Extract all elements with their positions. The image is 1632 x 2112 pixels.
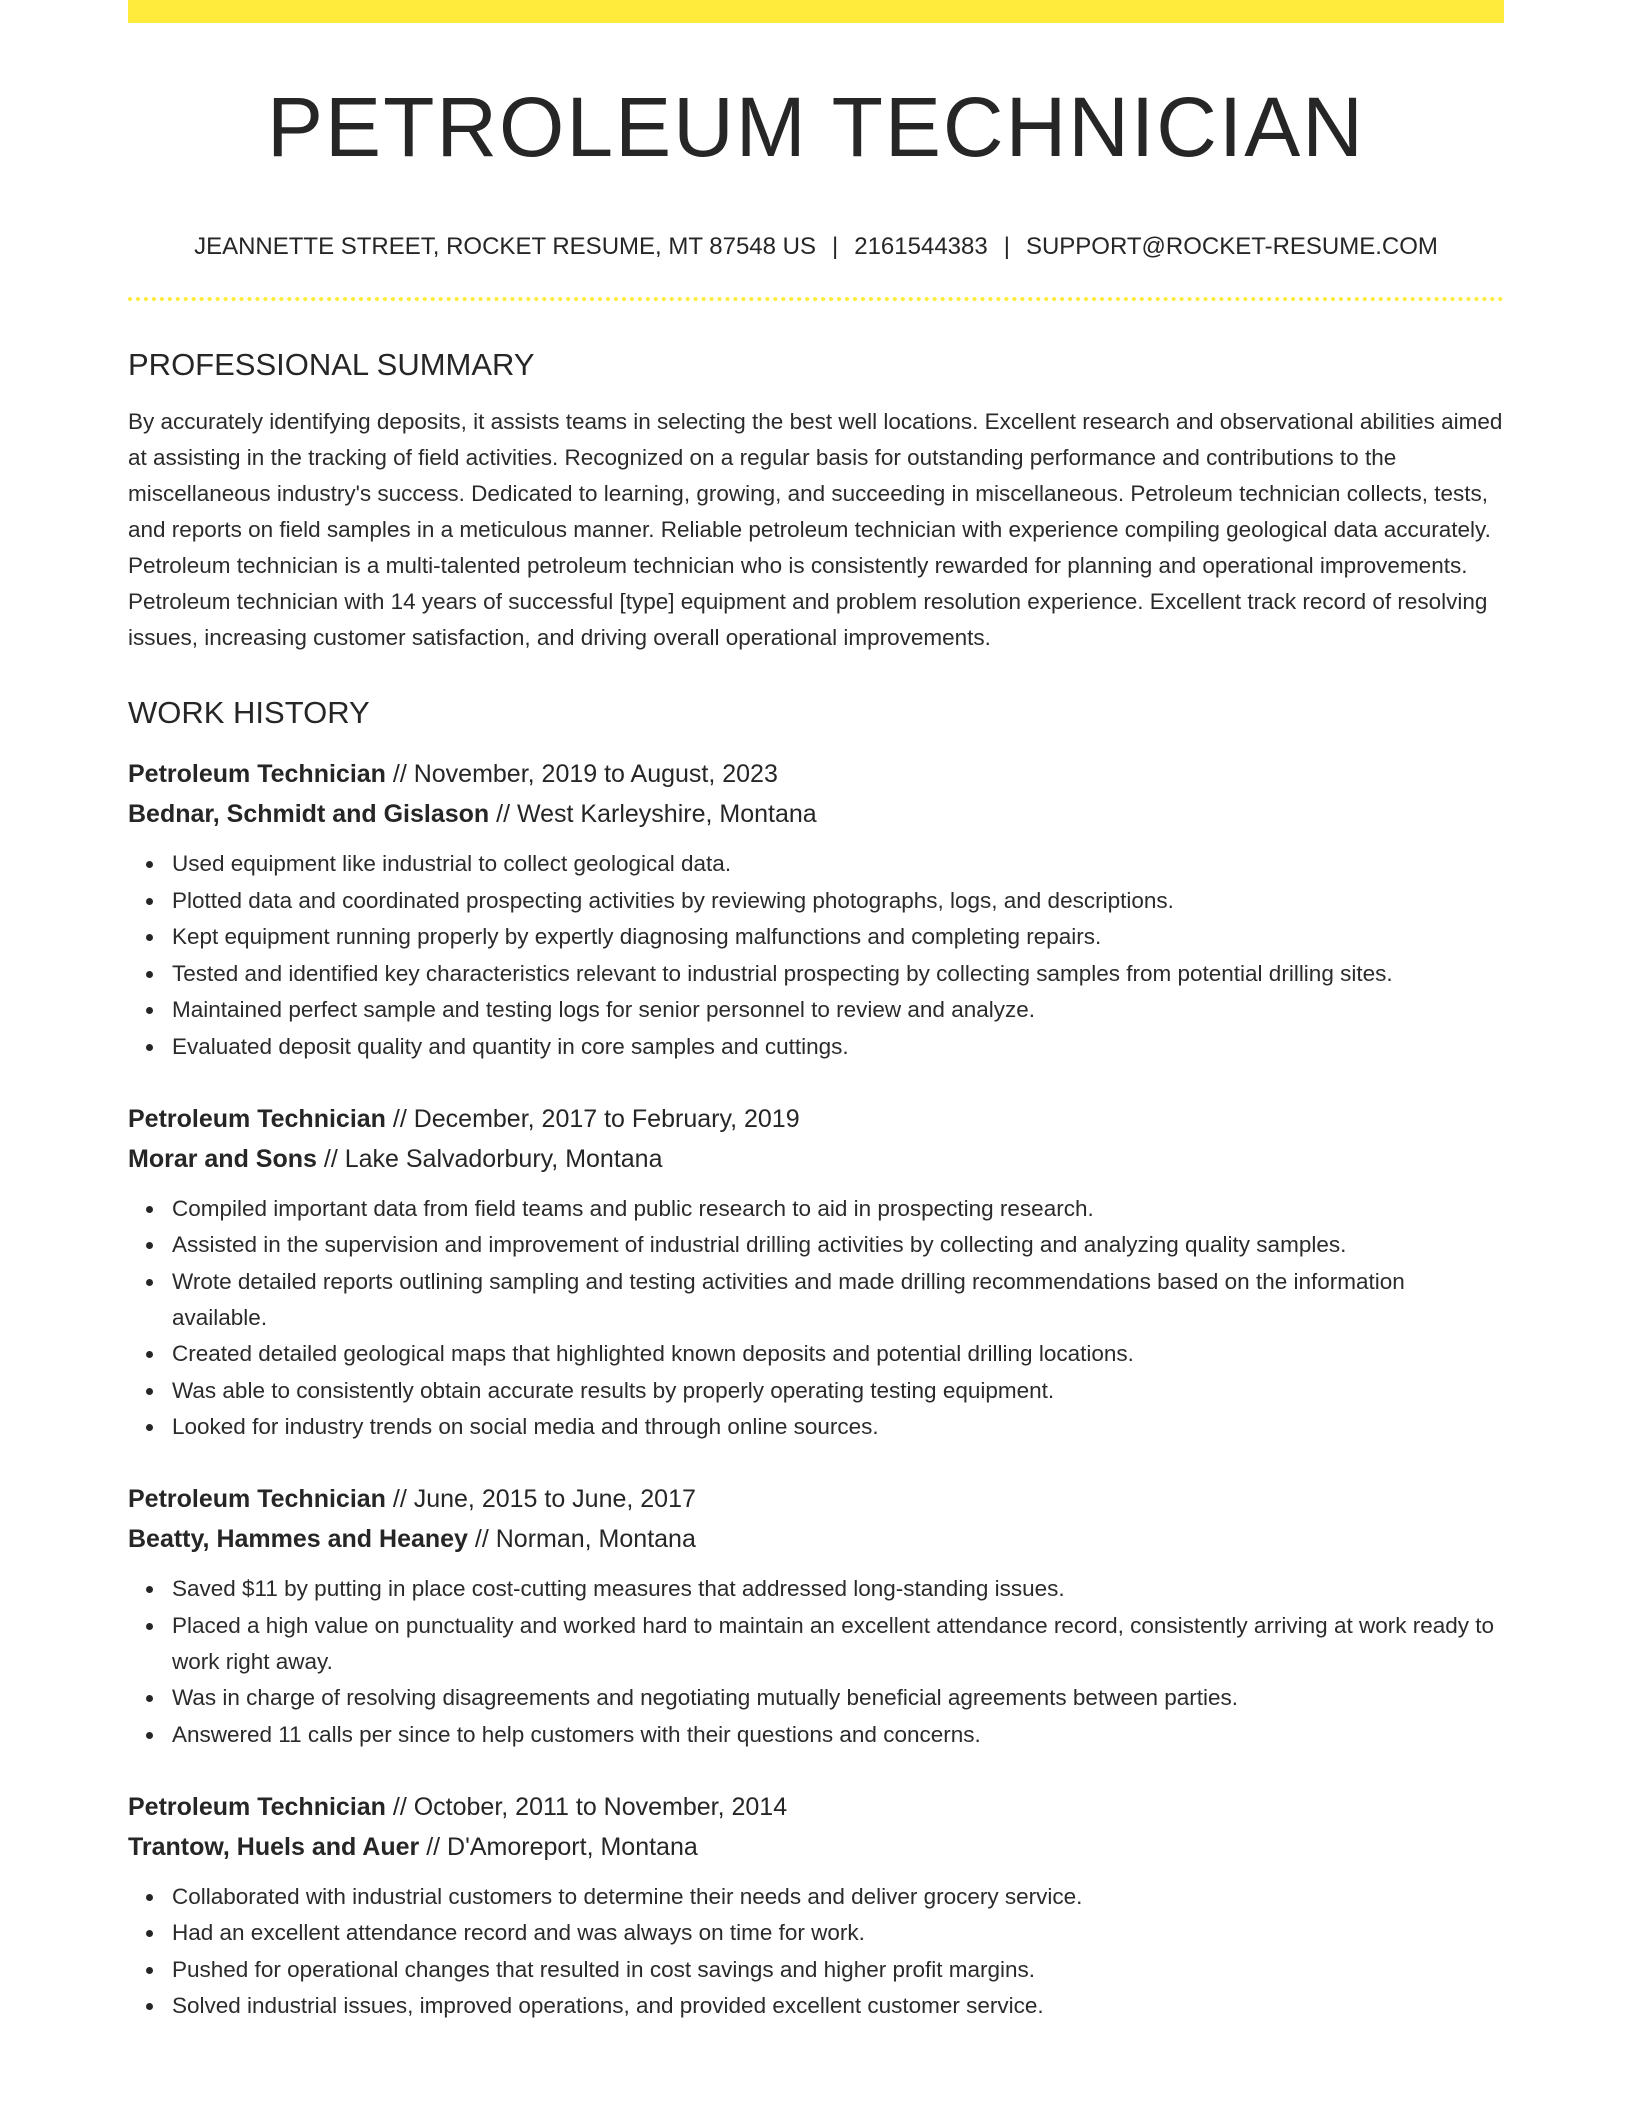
job-role: Petroleum Technician xyxy=(128,1104,386,1133)
bullet-item: Was able to consistently obtain accurate results by properly operating testing equipment. xyxy=(172,1373,1504,1409)
job-company-line xyxy=(128,1827,1504,1867)
job-company: Trantow, Huels and Auer xyxy=(128,1832,420,1861)
contact-address: JEANNETTE STREET, ROCKET RESUME, MT 87548 US xyxy=(194,233,816,260)
job-bullets xyxy=(128,1571,1504,1753)
job-company: Morar and Sons xyxy=(128,1144,317,1173)
job-role-line xyxy=(128,1479,1504,1519)
bullet-item: Looked for industry trends on social media and through online sources. xyxy=(172,1409,1504,1445)
bullet-item: Wrote detailed reports outlining sampling and testing activities and made drilling recommendations based on the information available. xyxy=(172,1264,1504,1336)
job-entry xyxy=(128,754,1504,1065)
job-company: Bednar, Schmidt and Gislason xyxy=(128,800,490,828)
dotted-divider xyxy=(128,297,1504,301)
job-dates: // October, 2011 to November, 2014 xyxy=(385,1792,788,1821)
bullet-item: Answered 11 calls per since to help customers with their questions and concerns. xyxy=(172,1717,1504,1753)
summary-heading: PROFESSIONAL SUMMARY xyxy=(128,347,535,382)
bullet-item: Tested and identified key characteristics relevant to industrial prospecting by collecting samples from potential drilling sites. xyxy=(172,956,1504,992)
bullet-item: Plotted data and coordinated prospecting activities by reviewing photographs, logs, and descriptions. xyxy=(172,883,1504,919)
job-entry xyxy=(128,1099,1504,1446)
job-bullets xyxy=(128,1191,1504,1446)
job-company-line xyxy=(128,794,1504,834)
bullet-item: Saved $11 by putting in place cost-cutting measures that addressed long-standing issues. xyxy=(172,1571,1504,1607)
bullet-item: Placed a high value on punctuality and worked hard to maintain an excellent attendance record, consistently arriving at work ready to work right away. xyxy=(172,1608,1504,1680)
bullet-item: Created detailed geological maps that highlighted known deposits and potential drilling locations. xyxy=(172,1336,1504,1372)
bullet-item: Evaluated deposit quality and quantity in core samples and cuttings. xyxy=(172,1029,1504,1065)
resume-title: PETROLEUM TECHNICIAN xyxy=(267,80,1365,174)
job-company: Beatty, Hammes and Heaney xyxy=(128,1525,468,1553)
bullet-item: Maintained perfect sample and testing logs for senior personnel to review and analyze. xyxy=(172,992,1504,1028)
job-company-line xyxy=(128,1519,1504,1559)
job-entry xyxy=(128,1787,1504,2025)
bullet-item: Collaborated with industrial customers to determine their needs and deliver grocery service. xyxy=(172,1879,1504,1915)
bullet-item: Kept equipment running properly by expertly diagnosing malfunctions and completing repairs. xyxy=(172,919,1504,955)
job-role: Petroleum Technician xyxy=(128,1792,386,1821)
work-history-heading: WORK HISTORY xyxy=(128,695,370,730)
summary-text: By accurately identifying deposits, it assists teams in selecting the best well locations. Excellent research and observational abilities aimed at assisting in the tracking of field activities. Recognized on a regular basis for outstanding performance and contributions to the miscellaneous industry's success. Dedicated to learning, growing, and succeeding in miscellaneous. Petroleum technician collects, tests, and reports on field samples in a meticulous manner. Reliable petroleum technician with experience compiling geological data accurately. Petroleum technician is a multi-talented petroleum technician who is consistently rewarded for planning and operational improvements. Petroleum technician with 14 years of successful [type] equipment and problem resolution experience. Excellent track record of resolving issues, increasing customer satisfaction, and driving overall operational improvements. xyxy=(128,409,1503,650)
job-bullets xyxy=(128,1879,1504,2025)
bullet-item: Assisted in the supervision and improvement of industrial drilling activities by collecting and analyzing quality samples. xyxy=(172,1227,1504,1263)
bullet-item: Pushed for operational changes that resulted in cost savings and higher profit margins. xyxy=(172,1952,1504,1988)
contact-separator: | xyxy=(1003,233,1010,260)
contact-email: SUPPORT@ROCKET-RESUME.COM xyxy=(1025,233,1438,260)
job-role-line xyxy=(128,1099,1504,1139)
job-company-line xyxy=(128,1139,1504,1179)
contact-separator: | xyxy=(832,233,839,260)
job-role: Petroleum Technician xyxy=(128,760,386,788)
resume-page xyxy=(128,0,1504,2025)
job-dates: // November, 2019 to August, 2023 xyxy=(385,760,778,788)
job-bullets xyxy=(128,846,1504,1065)
contact-line xyxy=(128,235,1504,259)
job-location: // D'Amoreport, Montana xyxy=(419,1832,698,1861)
job-location: // Norman, Montana xyxy=(467,1525,696,1553)
bullet-item: Had an excellent attendance record and was always on time for work. xyxy=(172,1915,1504,1951)
job-dates: // December, 2017 to February, 2019 xyxy=(385,1104,800,1133)
job-entry xyxy=(128,1479,1504,1753)
bullet-item: Used equipment like industrial to collect geological data. xyxy=(172,846,1504,882)
top-accent-bar xyxy=(128,0,1504,23)
contact-phone: 2161544383 xyxy=(854,233,988,260)
job-role-line xyxy=(128,1787,1504,1827)
job-location: // Lake Salvadorbury, Montana xyxy=(316,1144,663,1173)
job-role-line xyxy=(128,754,1504,794)
bullet-item: Solved industrial issues, improved operations, and provided excellent customer service. xyxy=(172,1988,1504,2024)
bullet-item: Was in charge of resolving disagreements and negotiating mutually beneficial agreements between parties. xyxy=(172,1680,1504,1716)
job-dates: // June, 2015 to June, 2017 xyxy=(385,1485,696,1513)
bullet-item: Compiled important data from field teams and public research to aid in prospecting research. xyxy=(172,1191,1504,1227)
job-location: // West Karleyshire, Montana xyxy=(489,800,817,828)
job-role: Petroleum Technician xyxy=(128,1485,386,1513)
